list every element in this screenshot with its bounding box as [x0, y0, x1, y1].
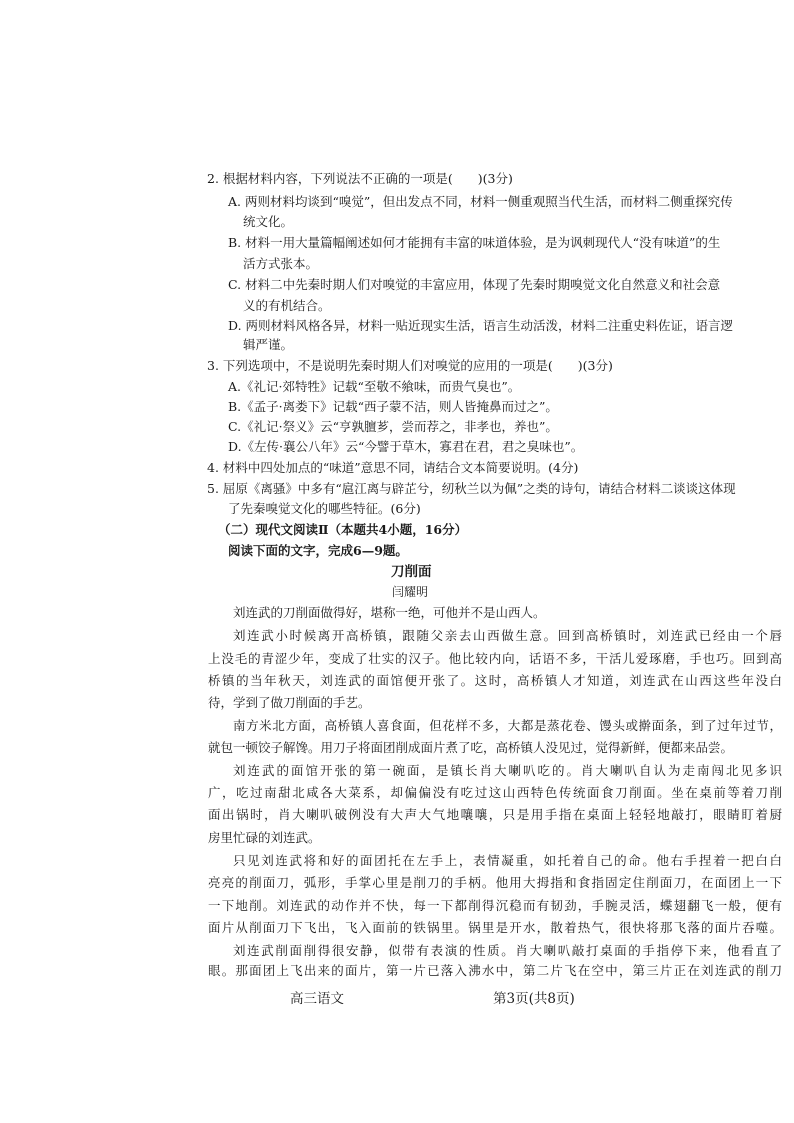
article-title: 刀削面	[391, 564, 432, 580]
article-paragraph-2-line-1: 刘连武小时候离开高桥镇，跟随父亲去山西做生意。回到高桥镇时，刘连武已经由一个唇	[233, 628, 782, 643]
article-paragraph-4-line-3: 面出锅时，肖大喇叭破例没有大声大气地嚷嚷，只是用手指在桌面上轻轻地敲打，眼睛盯着厨	[208, 807, 782, 822]
q4-stem: 4. 材料中四处加点的“味道”意思不同，请结合文本简要说明。(4分)	[207, 460, 579, 475]
article-paragraph-2-line-2: 上没毛的青涩少年，变成了壮实的汉子。他比较内向，话语不多，干活儿爱琢磨，手也巧。回到高	[208, 651, 782, 666]
section-heading: （二）现代文阅读Ⅱ（本题共4小题，16分）	[218, 522, 468, 537]
q3-option-d: D.《左传·襄公八年》云“今譬于草木，寡君在君，君之臭味也”。	[228, 439, 584, 454]
article-paragraph-1: 刘连武的刀削面做得好，堪称一绝，可他并不是山西人。	[233, 605, 546, 620]
q2-option-d: D. 两则材料风格各异，材料一贴近现实生活，语言生动活泼，材料二注重史料佐证，语言逻	[228, 318, 734, 333]
footer-subject: 高三语文	[290, 991, 344, 1007]
q2-option-a-cont: 统文化。	[243, 214, 294, 229]
article-paragraph-4-line-1: 刘连武的面馆开张的第一碗面，是镇长肖大喇叭吃的。肖大喇叭自认为走南闯北见多识	[233, 763, 782, 778]
q3-option-a: A.《礼记·郊特牲》记载“至敬不飨味，而贵气臭也”。	[228, 379, 521, 394]
q3-option-b: B.《孟子·离娄下》记载“西子蒙不洁，则人皆掩鼻而过之”。	[228, 399, 558, 414]
article-paragraph-5-line-2: 亮亮的削面刀，弧形，手掌心里是削刀的手柄。他用大拇指和食指固定住削面刀，在面团上一下	[208, 875, 782, 890]
q5-stem-cont: 了先秦嗅觉文化的哪些特征。(6分)	[228, 501, 421, 516]
article-paragraph-6-line-1: 刘连武削面削得很安静，似带有表演的性质。肖大喇叭敲打桌面的手指停下来，他看直了	[233, 943, 782, 958]
q5-stem: 5. 屈原《离骚》中多有“扈江离与辟芷兮，纫秋兰以为佩”之类的诗句，请结合材料二谈谈这体现	[207, 481, 736, 496]
q3-option-c: C.《礼记·祭义》云“亨孰膻芗，尝而荐之，非孝也，养也”。	[228, 419, 558, 434]
section-instruction: 阅读下面的文字，完成6—9题。	[228, 543, 408, 558]
article-paragraph-5-line-4: 面片从削面刀下飞出，飞入面前的铁锅里。锅里是开水，散着热气，很快将那飞落的面片吞噬。	[208, 920, 782, 935]
q2-option-b: B. 材料一用大量篇幅阐述如何才能拥有丰富的味道体验，是为讽刺现代人“没有味道”的生	[228, 235, 721, 250]
article-paragraph-3-line-1: 南方米北方面，高桥镇人喜食面，但花样不多，大都是蒸花卷、馒头或擀面条，到了过年过节，	[233, 718, 782, 733]
q2-option-b-cont: 活方式张本。	[243, 256, 319, 271]
q2-option-a: A. 两则材料均谈到“嗅觉”，但出发点不同，材料一侧重观照当代生活，而材料二侧重探究传	[228, 194, 733, 209]
article-paragraph-5-line-3: 一下地削。刘连武的动作并不快，每一下都削得沉稳而有韧劲，手腕灵活，蝶翅翻飞一般，便有	[208, 898, 782, 913]
article-paragraph-2-line-3: 桥镇的当年秋天，刘连武的面馆便开张了。这时，高桥镇人才知道，刘连武在山西这些年没白	[208, 673, 782, 688]
q2-option-d-cont: 辑严谨。	[243, 337, 294, 352]
footer-page-number: 第3页(共8页)	[493, 991, 575, 1007]
article-paragraph-4-line-4: 房里忙碌的刘连武。	[208, 830, 321, 845]
article-paragraph-6-line-2: 眼。那面团上飞出来的面片，第一片已落入沸水中，第二片飞在空中，第三片正在刘连武的削刀	[208, 963, 782, 978]
article-paragraph-4-line-2: 广，吃过南甜北咸各大菜系，却偏偏没有吃过这山西特色传统面食刀削面。坐在桌前等着刀削	[208, 785, 782, 800]
q2-option-c: C. 材料二中先秦时期人们对嗅觉的丰富应用，体现了先秦时期嗅觉文化自然意义和社会意	[228, 277, 721, 292]
q2-option-c-cont: 义的有机结合。	[243, 298, 331, 313]
q3-stem: 3. 下列选项中，不是说明先秦时期人们对嗅觉的应用的一项是( )(3分)	[207, 358, 613, 373]
q2-stem: 2. 根据材料内容，下列说法不正确的一项是( )(3分)	[207, 171, 513, 186]
article-author: 闫耀明	[392, 585, 429, 599]
article-paragraph-2-line-4: 待，学到了做刀削面的手艺。	[208, 695, 371, 710]
article-paragraph-3-line-2: 就包一顿饺子解馋。用刀子将面团削成面片煮了吃，高桥镇人没见过，觉得新鲜，便都来品尝。	[208, 740, 734, 755]
article-paragraph-5-line-1: 只见刘连武将和好的面团托在左手上，表情凝重，如托着自己的命。他右手捏着一把白白	[233, 853, 782, 868]
